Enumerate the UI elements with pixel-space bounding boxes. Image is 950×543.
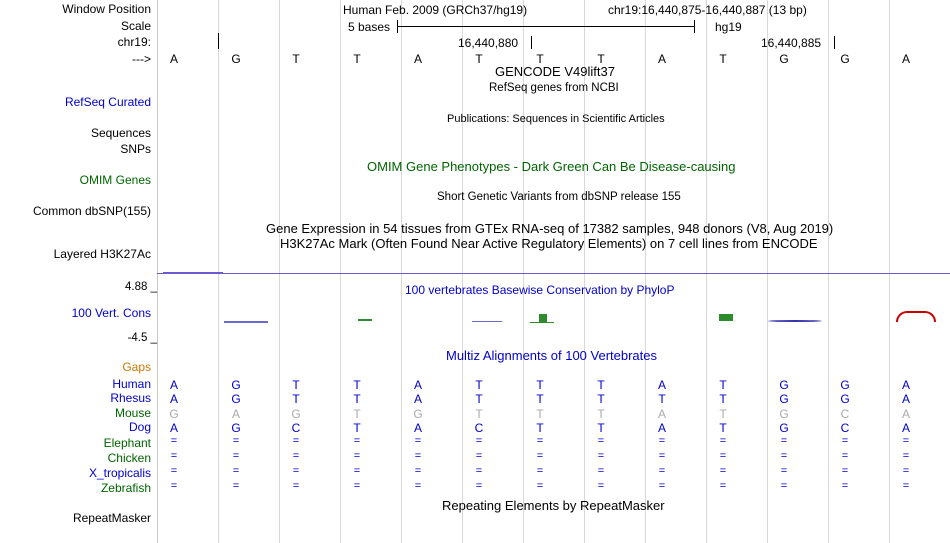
- track-label-snps[interactable]: SNPs: [120, 142, 151, 156]
- alignment-gap-elephant: =: [232, 435, 240, 447]
- alignment-gap-zebrafish: =: [232, 480, 240, 492]
- alignment-gap-x_tropicalis: =: [536, 465, 544, 477]
- alignment-base-rhesus: T: [597, 392, 605, 406]
- track-label-gaps[interactable]: Gaps: [122, 360, 151, 374]
- reference-base: A: [901, 52, 910, 66]
- alignment-gap-zebrafish: =: [597, 480, 605, 492]
- conservation-bar-5: [768, 320, 822, 322]
- conservation-bar-1: [224, 321, 268, 323]
- alignment-base-human: T: [292, 378, 300, 392]
- refseq-track-title: RefSeq genes from NCBI: [489, 82, 619, 94]
- conservation-bar-2: [358, 319, 372, 321]
- conservation-bar-6: [896, 311, 936, 322]
- alignment-base-dog: G: [231, 421, 241, 435]
- gtex-track-title: Gene Expression in 54 tissues from GTEx RNA-seq of 17382 samples, 948 donors (V8, Aug 2019): [266, 221, 834, 236]
- alignment-base-rhesus: T: [475, 392, 483, 406]
- h3k27ac-baseline: [157, 273, 950, 274]
- track-label-window-position[interactable]: Window Position: [62, 2, 151, 16]
- alignment-gap-zebrafish: =: [414, 480, 422, 492]
- alignment-base-human: A: [657, 378, 666, 392]
- alignment-gap-elephant: =: [780, 435, 788, 447]
- track-label-rhesus[interactable]: Rhesus: [110, 391, 151, 405]
- reference-base: T: [353, 52, 361, 66]
- alignment-base-rhesus: G: [840, 392, 850, 406]
- track-label-100-vert-cons[interactable]: 100 Vert. Cons: [71, 306, 151, 320]
- alignment-gap-chicken: =: [597, 450, 605, 462]
- alignment-base-dog: C: [474, 421, 484, 435]
- position-title: chr19:16,440,875-16,440,887 (13 bp): [608, 3, 807, 17]
- alignment-gap-elephant: =: [353, 435, 361, 447]
- reference-base: A: [169, 52, 178, 66]
- alignment-base-human: A: [901, 378, 910, 392]
- alignment-gap-zebrafish: =: [292, 480, 300, 492]
- alignment-base-rhesus: A: [413, 392, 422, 406]
- conservation-peak-1: [539, 314, 547, 322]
- reference-base: G: [840, 52, 850, 66]
- alignment-base-mouse: G: [169, 407, 179, 421]
- alignment-base-human: A: [169, 378, 178, 392]
- alignment-gap-chicken: =: [292, 450, 300, 462]
- label-track-divider: [157, 0, 158, 543]
- track-label-mouse[interactable]: Mouse: [114, 406, 151, 420]
- track-label-common-dbsnp-155[interactable]: Common dbSNP(155): [32, 204, 151, 218]
- alignment-base-dog: T: [353, 421, 361, 435]
- alignment-gap-chicken: =: [658, 450, 666, 462]
- phylop-track-title: 100 vertebrates Basewise Conservation by PhyloP: [405, 283, 675, 297]
- alignment-base-mouse: T: [597, 407, 605, 421]
- alignment-gap-chicken: =: [232, 450, 240, 462]
- base-gridline: [279, 0, 280, 543]
- alignment-base-mouse: T: [719, 407, 727, 421]
- alignment-gap-chicken: =: [414, 450, 422, 462]
- h3k27ac-track-title: H3K27Ac Mark (Often Found Near Active Regulatory Elements) on 7 cell lines from ENCODE: [280, 236, 818, 251]
- alignment-base-human: T: [536, 378, 544, 392]
- alignment-base-human: G: [779, 378, 789, 392]
- alignment-base-dog: T: [719, 421, 727, 435]
- alignment-gap-elephant: =: [597, 435, 605, 447]
- alignment-base-human: T: [597, 378, 605, 392]
- alignment-base-rhesus: T: [292, 392, 300, 406]
- alignment-gap-elephant: =: [292, 435, 300, 447]
- alignment-gap-elephant: =: [658, 435, 666, 447]
- alignment-base-mouse: G: [413, 407, 423, 421]
- alignment-base-human: G: [231, 378, 241, 392]
- alignment-gap-chicken: =: [719, 450, 727, 462]
- alignment-base-dog: C: [840, 421, 850, 435]
- alignment-base-mouse: T: [475, 407, 483, 421]
- ruler-tick-label-1: 16,440,880: [458, 36, 519, 50]
- alignment-base-dog: A: [413, 421, 422, 435]
- reference-base: T: [475, 52, 483, 66]
- repeatmasker-track-title: Repeating Elements by RepeatMasker: [442, 498, 665, 513]
- track-label-layered-h3k27ac[interactable]: Layered H3K27Ac: [53, 247, 151, 261]
- publications-track-title: Publications: Sequences in Scientific Articles: [447, 113, 665, 125]
- alignment-base-rhesus: T: [719, 392, 727, 406]
- alignment-base-dog: A: [901, 421, 910, 435]
- base-gridline: [462, 0, 463, 543]
- alignment-gap-chicken: =: [841, 450, 849, 462]
- assembly-title: Human Feb. 2009 (GRCh37/hg19): [343, 3, 528, 17]
- alignment-gap-x_tropicalis: =: [841, 465, 849, 477]
- ruler-tick-mark-1: [531, 36, 532, 49]
- base-gridline: [767, 0, 768, 543]
- alignment-base-rhesus: T: [536, 392, 544, 406]
- conservation-max-label: 4.88 _: [125, 281, 157, 293]
- alignment-base-human: T: [475, 378, 483, 392]
- alignment-base-rhesus: A: [169, 392, 178, 406]
- alignment-gap-chicken: =: [536, 450, 544, 462]
- alignment-base-dog: G: [779, 421, 789, 435]
- alignment-base-human: T: [353, 378, 361, 392]
- alignment-gap-zebrafish: =: [658, 480, 666, 492]
- alignment-base-human: A: [413, 378, 422, 392]
- omim-track-title: OMIM Gene Phenotypes - Dark Green Can Be Disease-causing: [367, 159, 736, 174]
- alignment-gap-chicken: =: [353, 450, 361, 462]
- base-gridline: [828, 0, 829, 543]
- reference-base: T: [597, 52, 605, 66]
- alignment-base-mouse: C: [840, 407, 850, 421]
- track-label-elephant[interactable]: Elephant: [103, 436, 151, 450]
- track-label-scale[interactable]: Scale: [120, 19, 151, 33]
- track-label-x-tropicalis[interactable]: X_tropicalis: [88, 466, 151, 480]
- base-gridline: [340, 0, 341, 543]
- alignment-gap-zebrafish: =: [780, 480, 788, 492]
- ruler-tick-mark-2: [834, 36, 835, 49]
- track-label-chicken[interactable]: Chicken: [107, 451, 151, 465]
- alignment-gap-x_tropicalis: =: [658, 465, 666, 477]
- alignment-gap-elephant: =: [170, 435, 178, 447]
- alignment-gap-chicken: =: [170, 450, 178, 462]
- alignment-gap-x_tropicalis: =: [232, 465, 240, 477]
- alignment-gap-zebrafish: =: [170, 480, 178, 492]
- alignment-base-mouse: T: [353, 407, 361, 421]
- alignment-gap-zebrafish: =: [353, 480, 361, 492]
- alignment-gap-zebrafish: =: [902, 480, 910, 492]
- track-label-refseq-curated[interactable]: RefSeq Curated: [64, 95, 151, 109]
- alignment-base-mouse: A: [231, 407, 240, 421]
- base-gridline: [706, 0, 707, 543]
- alignment-gap-x_tropicalis: =: [780, 465, 788, 477]
- conservation-bar-4: [530, 322, 554, 323]
- alignment-base-dog: A: [169, 421, 178, 435]
- reference-base: T: [719, 52, 727, 66]
- alignment-base-human: G: [840, 378, 850, 392]
- alignment-gap-elephant: =: [475, 435, 483, 447]
- alignment-base-human: T: [719, 378, 727, 392]
- alignment-gap-x_tropicalis: =: [170, 465, 178, 477]
- ruler-tick-label-2: 16,440,885: [761, 36, 822, 50]
- track-label-dog[interactable]: Dog: [128, 420, 151, 434]
- track-label-chr19[interactable]: chr19:: [117, 35, 151, 49]
- reference-base: T: [292, 52, 300, 66]
- alignment-gap-x_tropicalis: =: [414, 465, 422, 477]
- reference-base: T: [536, 52, 544, 66]
- alignment-base-mouse: T: [536, 407, 544, 421]
- scale-bar-right-cap: [694, 20, 695, 33]
- alignment-base-mouse: A: [657, 407, 666, 421]
- reference-base: G: [779, 52, 789, 66]
- alignment-gap-zebrafish: =: [841, 480, 849, 492]
- alignment-base-mouse: A: [901, 407, 910, 421]
- ruler-tick-mark-0: [218, 33, 219, 49]
- base-gridline: [645, 0, 646, 543]
- reference-base: A: [657, 52, 666, 66]
- track-label-[interactable]: --->: [132, 52, 151, 66]
- alignment-gap-elephant: =: [719, 435, 727, 447]
- scale-bar: [397, 26, 695, 27]
- track-label-omim-genes[interactable]: OMIM Genes: [79, 173, 151, 187]
- alignment-gap-x_tropicalis: =: [475, 465, 483, 477]
- alignment-base-mouse: G: [779, 407, 789, 421]
- dbsnp-track-title: Short Genetic Variants from dbSNP release 155: [437, 191, 681, 203]
- track-label-zebrafish[interactable]: Zebrafish: [100, 481, 151, 495]
- alignment-gap-chicken: =: [780, 450, 788, 462]
- alignment-gap-elephant: =: [536, 435, 544, 447]
- alignment-base-mouse: G: [291, 407, 301, 421]
- conservation-min-label: -4.5 _: [127, 332, 157, 344]
- conservation-bar-3: [472, 321, 502, 322]
- alignment-base-dog: A: [657, 421, 666, 435]
- alignment-base-rhesus: G: [231, 392, 241, 406]
- alignment-gap-x_tropicalis: =: [902, 465, 910, 477]
- alignment-base-rhesus: T: [353, 392, 361, 406]
- base-gridline: [401, 0, 402, 543]
- alignment-base-dog: T: [536, 421, 544, 435]
- alignment-gap-elephant: =: [841, 435, 849, 447]
- track-label-repeatmasker[interactable]: RepeatMasker: [72, 511, 151, 525]
- track-label-human[interactable]: Human: [112, 377, 151, 391]
- alignment-base-dog: C: [291, 421, 301, 435]
- conservation-peak-2: [719, 314, 733, 321]
- alignment-gap-x_tropicalis: =: [597, 465, 605, 477]
- scale-bar-left-cap: [397, 20, 398, 33]
- alignment-gap-zebrafish: =: [536, 480, 544, 492]
- gencode-track-title: GENCODE V49lift37: [495, 64, 615, 79]
- alignment-base-dog: T: [597, 421, 605, 435]
- alignment-base-rhesus: T: [658, 392, 666, 406]
- scale-label: 5 bases: [348, 20, 391, 34]
- track-label-sequences[interactable]: Sequences: [90, 126, 151, 140]
- alignment-gap-zebrafish: =: [719, 480, 727, 492]
- h3k27ac-signal-segment: [163, 272, 223, 274]
- alignment-gap-chicken: =: [475, 450, 483, 462]
- alignment-base-rhesus: G: [779, 392, 789, 406]
- alignment-gap-x_tropicalis: =: [719, 465, 727, 477]
- base-gridline: [889, 0, 890, 543]
- reference-base: A: [413, 52, 422, 66]
- alignment-gap-elephant: =: [902, 435, 910, 447]
- assembly-short-label: hg19: [715, 20, 742, 34]
- reference-base: G: [231, 52, 241, 66]
- multiz-track-title: Multiz Alignments of 100 Vertebrates: [446, 348, 658, 363]
- alignment-base-rhesus: A: [901, 392, 910, 406]
- alignment-gap-zebrafish: =: [475, 480, 483, 492]
- alignment-gap-chicken: =: [902, 450, 910, 462]
- alignment-gap-x_tropicalis: =: [353, 465, 361, 477]
- alignment-gap-elephant: =: [414, 435, 422, 447]
- alignment-gap-x_tropicalis: =: [292, 465, 300, 477]
- track-label-column: [0, 0, 157, 543]
